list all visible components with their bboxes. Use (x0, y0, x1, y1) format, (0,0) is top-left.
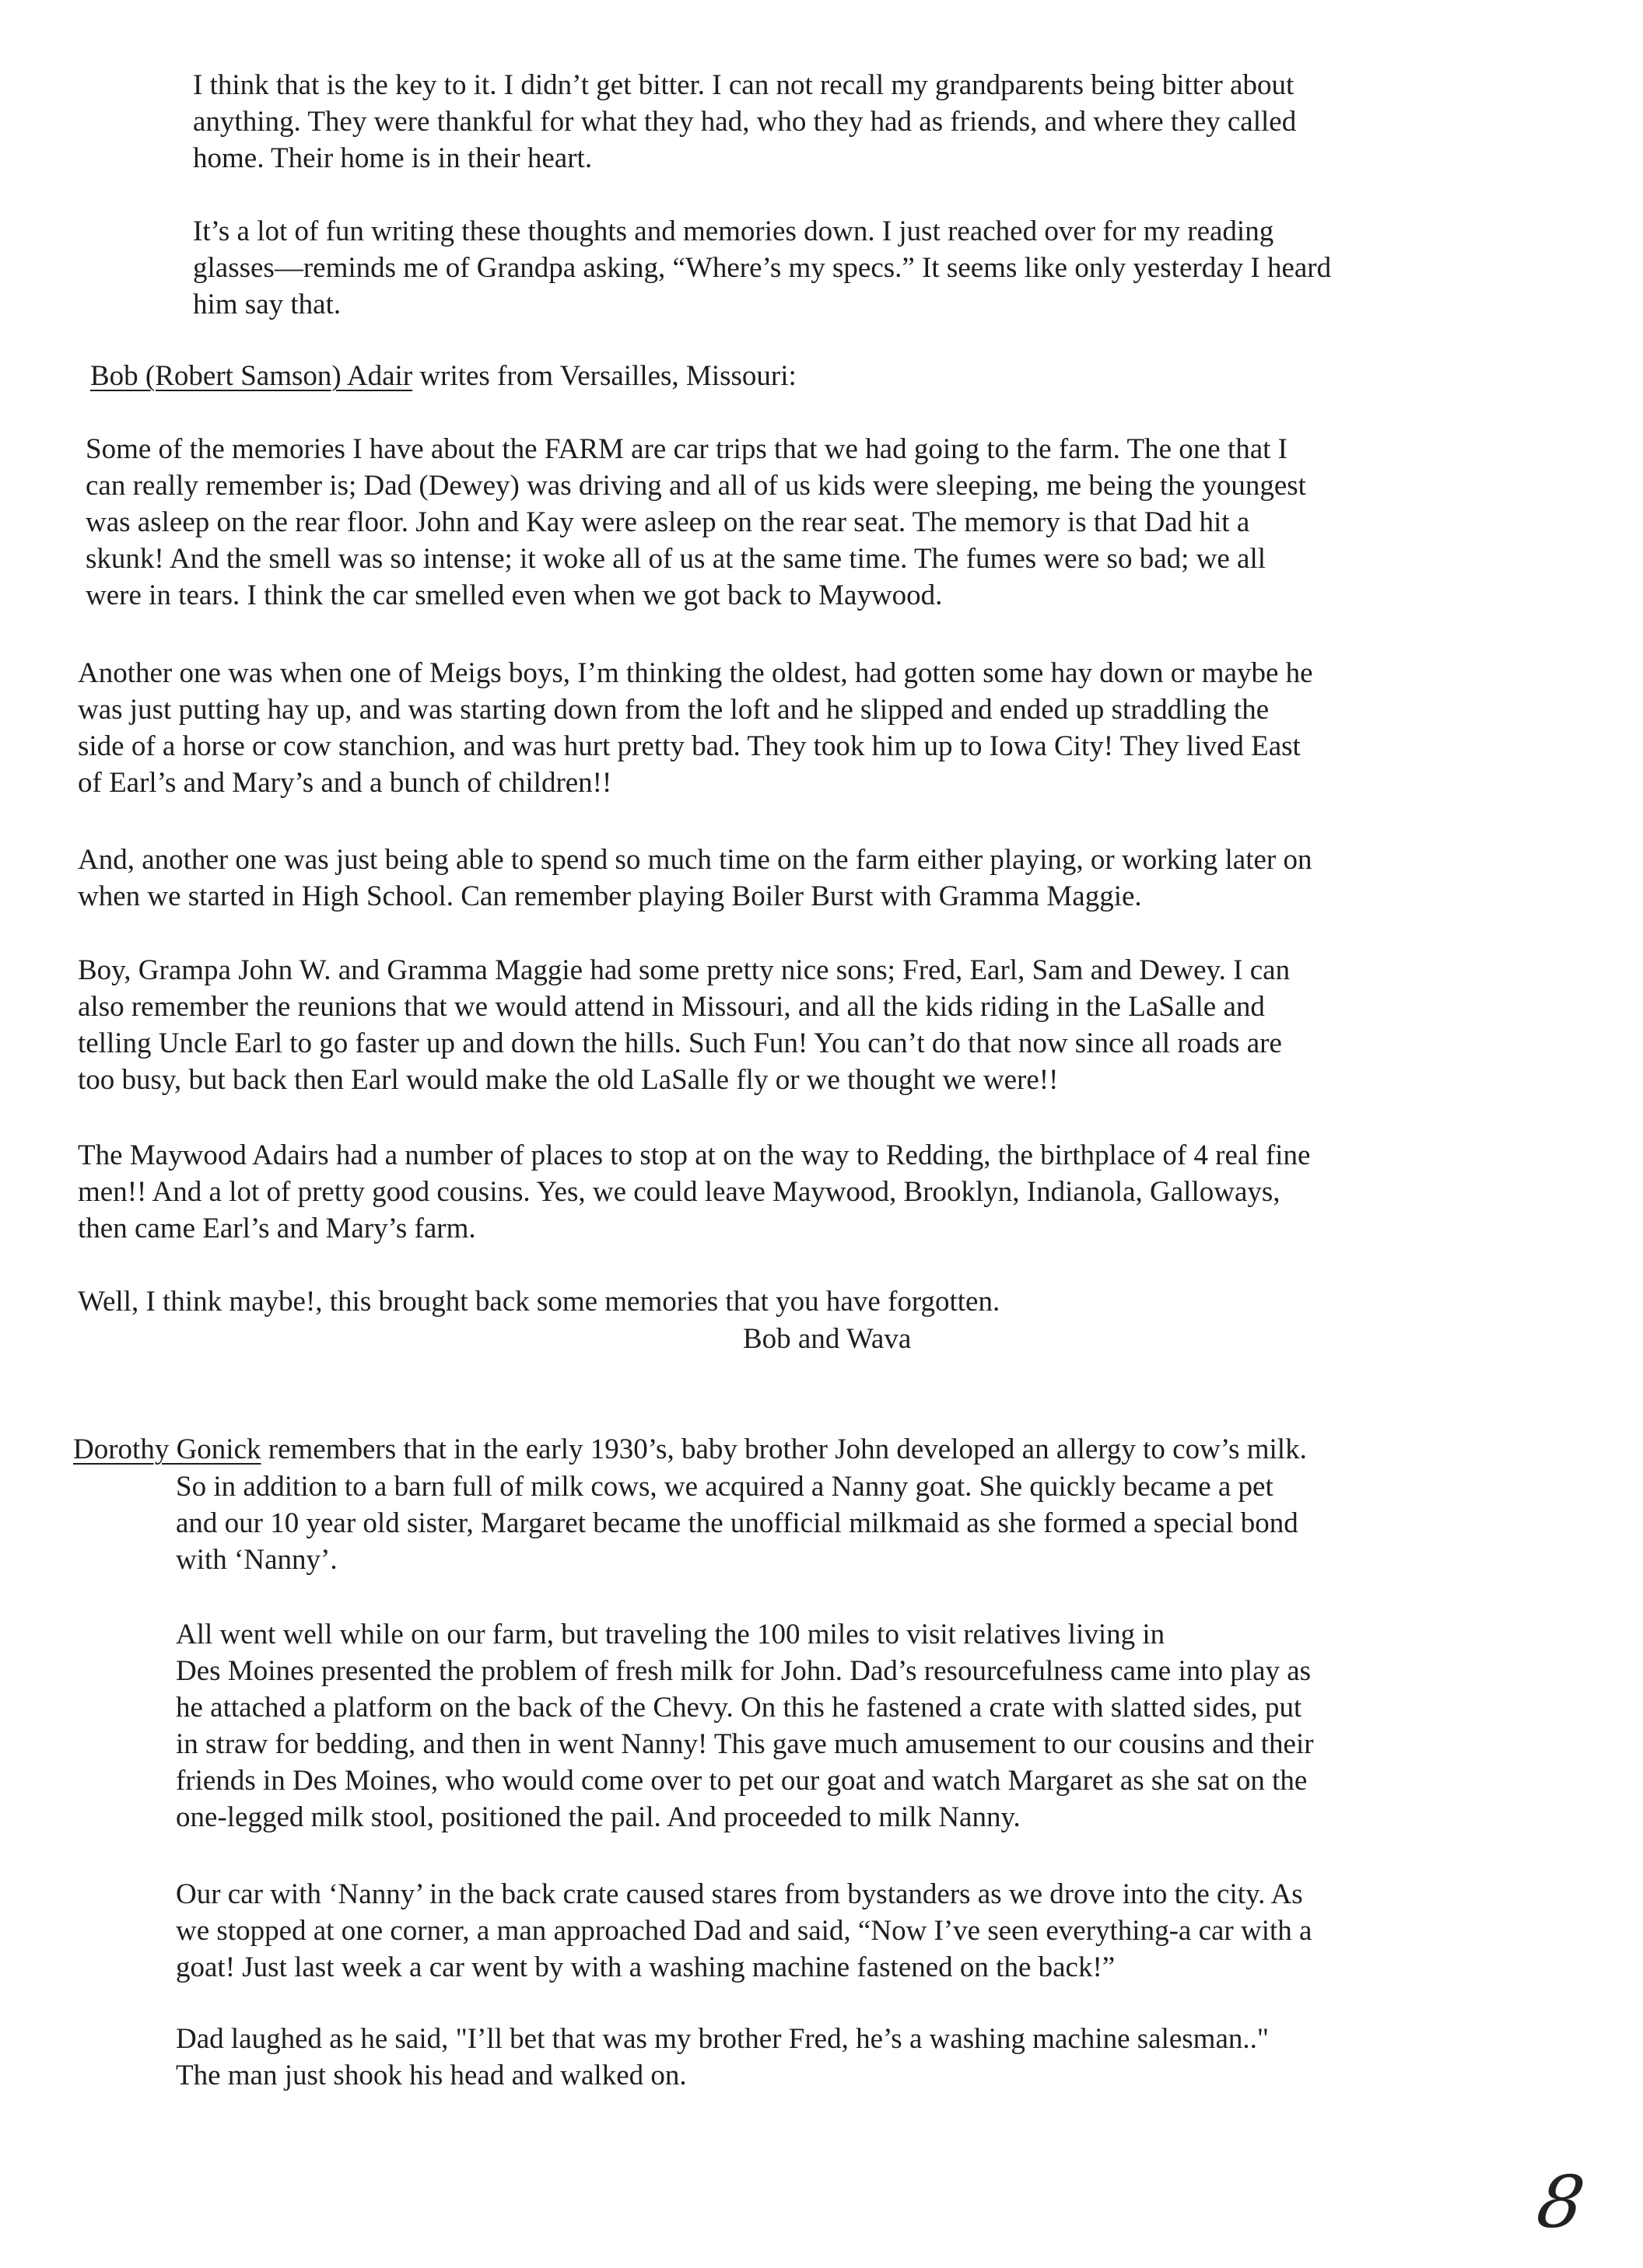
paragraph-writing-memories (193, 213, 1331, 323)
paragraph-nanny-goat (176, 1468, 1298, 1578)
text-line: glasses—reminds me of Grandpa asking, “Where’s my specs.” It seems like only yesterday I heard (193, 252, 1332, 284)
paragraph-meigs-boys (78, 655, 1313, 801)
text-line: home. Their home is in their heart. (193, 142, 593, 174)
contributor-name-bob: Bob (Robert Samson) Adair (90, 360, 413, 392)
text-line: too busy, but back then Earl would make the old LaSalle fly or we thought we were!! (78, 1064, 1059, 1096)
text-line: with ‘Nanny’. (176, 1544, 338, 1576)
text-line: It’s a lot of fun writing these thoughts and memories down. I just reached over for my reading (193, 215, 1274, 247)
bob-adair-heading (90, 358, 797, 394)
text-line: And, another one was just being able to spend so much time on the farm either playing, or working later on (78, 844, 1312, 876)
paragraph-closing (78, 1283, 1000, 1320)
text-line: was asleep on the rear floor. John and Kay were asleep on the rear seat. The memory is that Dad hit a (86, 506, 1250, 538)
paragraph-des-moines-trip (176, 1616, 1314, 1836)
text-line: were in tears. I think the car smelled even when we got back to Maywood. (86, 579, 943, 611)
text-line: Des Moines presented the problem of fresh milk for John. Dad’s resourcefulness came into play as (176, 1655, 1312, 1687)
text-line: Well, I think maybe!, this brought back some memories that you have forgotten. (78, 1286, 1000, 1318)
text-line: Another one was when one of Meigs boys, I’m thinking the oldest, had gotten some hay down or maybe he (78, 657, 1313, 689)
text-line: can really remember is; Dad (Dewey) was driving and all of us kids were sleeping, me being the youngest (86, 470, 1306, 502)
contributor-intro: writes from Versailles, Missouri: (412, 360, 797, 392)
paragraph-car-with-goat (176, 1876, 1312, 1986)
text-line: we stopped at one corner, a man approached Dad and said, “Now I’ve seen everything-a car with a (176, 1915, 1312, 1947)
text-line: was just putting hay up, and was starting down from the loft and he slipped and ended up straddling the (78, 694, 1270, 726)
text-line: telling Uncle Earl to go faster up and down the hills. Such Fun! You can’t do that now since all roads are (78, 1027, 1282, 1059)
text-line: when we started in High School. Can remember playing Boiler Burst with Gramma Maggie. (78, 880, 1142, 912)
text-line: skunk! And the smell was so intense; it woke all of us at the same time. The fumes were so bad; we all (86, 543, 1266, 575)
text-line: also remember the reunions that we would attend in Missouri, and all the kids riding in the LaSalle and (78, 991, 1265, 1023)
text-line: men!! And a lot of pretty good cousins. Yes, we could leave Maywood, Brooklyn, Indianola, Galloways, (78, 1176, 1280, 1208)
paragraph-maywood-adairs (78, 1137, 1310, 1247)
text-line: All went well while on our farm, but traveling the 100 miles to visit relatives living in (176, 1619, 1165, 1650)
text-line: Our car with ‘Nanny’ in the back crate caused stares from bystanders as we drove into the city. As (176, 1878, 1303, 1910)
page-number: 8 (1533, 2161, 1590, 2244)
text-line: anything. They were thankful for what they had, who they had as friends, and where they called (193, 106, 1297, 138)
dorothy-gonick-heading (73, 1431, 1307, 1468)
text-line: one-legged milk stool, positioned the pail. And proceeded to milk Nanny. (176, 1801, 1021, 1833)
paragraph-time-on-farm (78, 842, 1312, 915)
text-line: I think that is the key to it. I didn’t get bitter. I can not recall my grandparents being bitter about (193, 69, 1294, 101)
text-line: goat! Just last week a car went by with a washing machine fastened on the back!” (176, 1951, 1116, 1983)
text-line: The man just shook his head and walked on. (176, 2060, 687, 2091)
text-line: in straw for bedding, and then in went Nanny! This gave much amusement to our cousins and their (176, 1728, 1314, 1760)
paragraph-washing-machine (176, 2021, 1269, 2094)
text-line: Some of the memories I have about the FARM are car trips that we had going to the farm. The one that I (86, 433, 1288, 465)
text-line: friends in Des Moines, who would come over to pet our goat and watch Margaret as she sat on the (176, 1765, 1308, 1797)
contributor-name-dorothy: Dorothy Gonick (73, 1433, 261, 1465)
contributor-intro: remembers that in the early 1930’s, baby brother John developed an allergy to cow’s milk. (261, 1433, 1307, 1465)
text-line: So in addition to a barn full of milk cows, we acquired a Nanny goat. She quickly became a pet (176, 1471, 1273, 1503)
text-line: Boy, Grampa John W. and Gramma Maggie had some pretty nice sons; Fred, Earl, Sam and Dewey. I can (78, 954, 1291, 986)
signature-bob-and-wava: Bob and Wava (743, 1323, 912, 1355)
text-line: then came Earl’s and Mary’s farm. (78, 1213, 476, 1244)
text-line: he attached a platform on the back of the Chevy. On this he fastened a crate with slatted sides, put (176, 1692, 1302, 1724)
text-line: Dad laughed as he said, "I’ll bet that was my brother Fred, he’s a washing machine salesman.." (176, 2023, 1269, 2055)
text-line: him say that. (193, 289, 342, 320)
text-line: The Maywood Adairs had a number of places to stop at on the way to Redding, the birthplace of 4 real fine (78, 1139, 1311, 1171)
paragraph-reunions (78, 952, 1290, 1098)
paragraph-skunk (86, 431, 1306, 614)
text-line: of Earl’s and Mary’s and a bunch of children!! (78, 767, 612, 799)
text-line: side of a horse or cow stanchion, and was hurt pretty bad. They took him up to Iowa City! They lived East (78, 730, 1301, 762)
text-line: and our 10 year old sister, Margaret became the unofficial milkmaid as she formed a special bond (176, 1507, 1298, 1539)
paragraph-key-to-it (193, 67, 1296, 177)
